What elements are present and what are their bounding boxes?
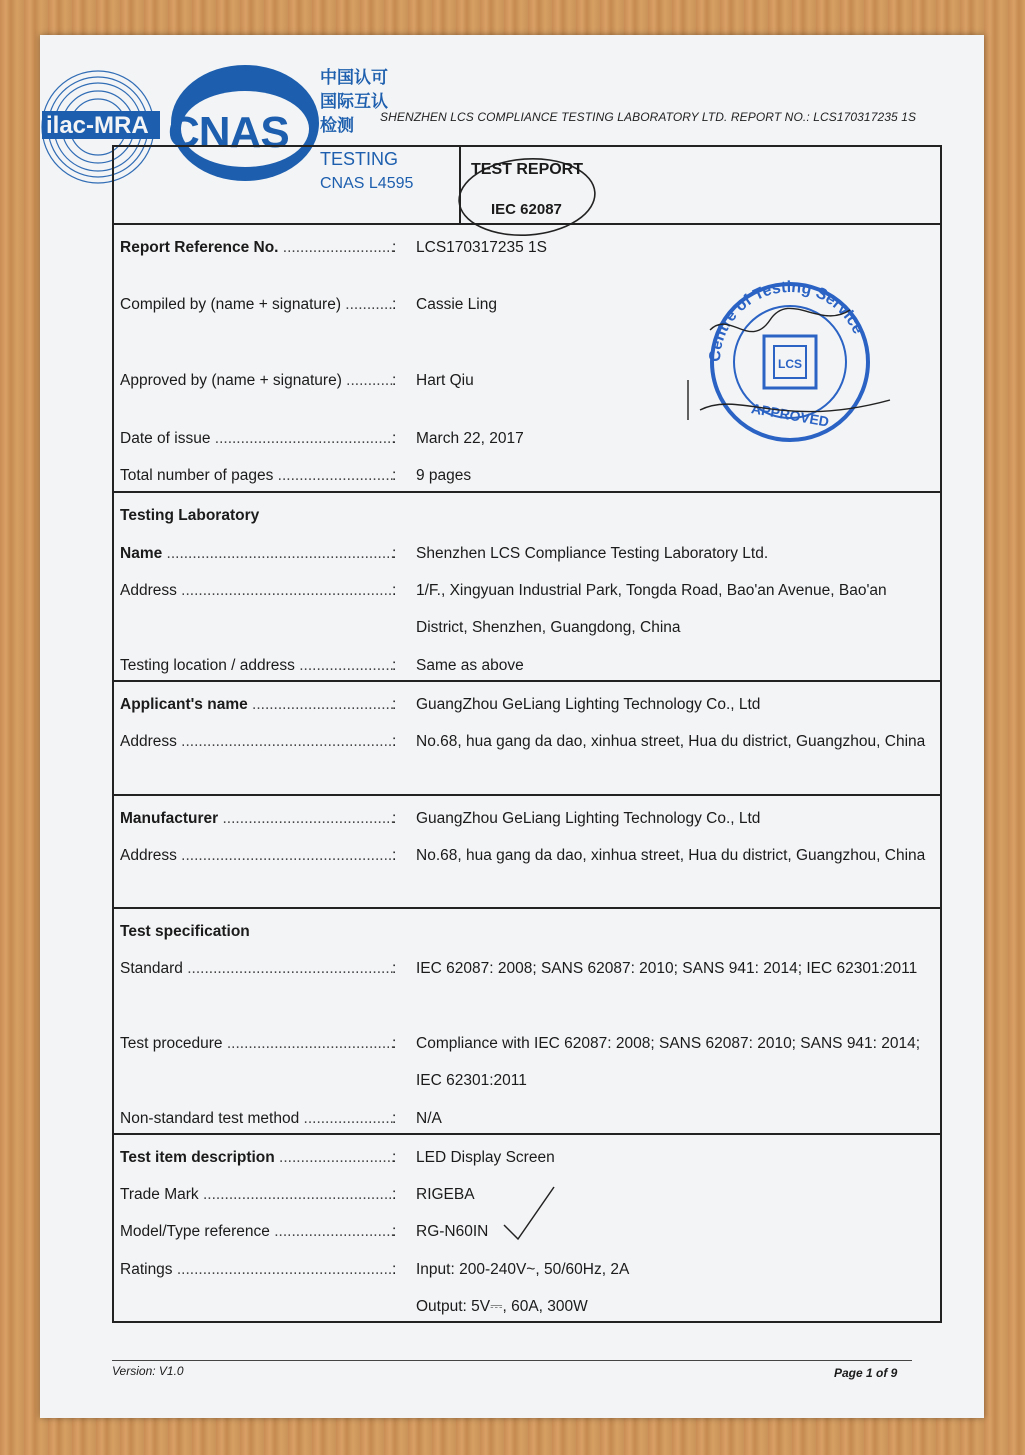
info-label: Approved by (name + signature) ..... — [120, 372, 395, 390]
item-value: LED Display Screen — [416, 1149, 555, 1166]
item-label: Test item description ..... — [120, 1149, 395, 1167]
spec-value: N/A — [416, 1110, 442, 1127]
lab-label: Name ..... — [120, 545, 395, 563]
footer-divider — [112, 1360, 912, 1361]
chinese-line-2: 国际互认 — [320, 92, 388, 112]
spec-label: Standard ..... — [120, 960, 395, 978]
info-label: Total number of pages ..... — [120, 467, 395, 485]
spec-value: IEC 62087: 2008; SANS 62087: 2010; SANS 941: 2014; IEC 62301:2011 — [416, 960, 918, 977]
testing-laboratory-section: Testing Laboratory Name ..... : Shenzhen LCS Compliance Testing Laboratory Ltd. Address ..... : 1/F., Xingyuan Industrial Park, Tongda Road, Bao'an Avenue, Bao'an District, Shenzhen, Guangdong, China Testing location / address ..... : Same as above — [114, 491, 940, 682]
info-value: Hart Qiu — [416, 372, 474, 389]
info-label: Date of issue ..... — [120, 430, 395, 448]
manufacturer-value: GuangZhou GeLiang Lighting Technology Co., Ltd — [416, 810, 761, 827]
spec-value: Compliance with IEC 62087: 2008; SANS 62087: 2010; SANS 941: 2014; IEC 62301:2011 — [416, 1035, 921, 1089]
page-number: Page 1 of 9 — [834, 1366, 898, 1380]
manufacturer-value: No.68, hua gang da dao, xinhua street, Hua du district, Guangzhou, China — [416, 847, 926, 864]
manufacturer-label: Manufacturer ..... — [120, 810, 395, 828]
applicant-label: Applicant's name ..... — [120, 696, 395, 714]
lab-value: 1/F., Xingyuan Industrial Park, Tongda Road, Bao'an Avenue, Bao'an District, Shenzhen, Guangdong, China — [416, 582, 887, 636]
manufacturer-label: Address ..... — [120, 847, 395, 865]
spec-label: Non-standard test method ..... — [120, 1110, 395, 1128]
lab-label: Address ..... — [120, 582, 395, 600]
report-page — [40, 35, 984, 1418]
approval-stamp — [680, 270, 900, 450]
lab-label: Testing location / address ..... — [120, 657, 395, 675]
section-heading: Test specification — [120, 923, 250, 940]
item-label: Trade Mark ..... — [120, 1186, 395, 1204]
applicant-label: Address ..... — [120, 733, 395, 751]
title-box — [459, 147, 940, 223]
info-value: Cassie Ling — [416, 296, 497, 313]
check-mark-icon — [500, 1185, 560, 1245]
cnas-text: CNAS — [168, 108, 289, 157]
manufacturer-section: Manufacturer ..... : GuangZhou GeLiang Lighting Technology Co., Ltd Address ..... : No.68, hua gang da dao, xinhua street, Hua du district, Guangzhou, China — [114, 794, 940, 909]
applicant-section: Applicant's name ..... : GuangZhou GeLiang Lighting Technology Co., Ltd Address ..... : No.68, hua gang da dao, xinhua street, Hua du district, Guangzhou, China — [114, 680, 940, 796]
info-value: 9 pages — [416, 467, 472, 484]
section-heading: Testing Laboratory — [120, 507, 260, 524]
version-label: Version: V1.0 — [112, 1364, 184, 1378]
report-info-section: Report Reference No. ..... : LCS170317235 1S Compiled by (name + signature) ..... : Cassie Ling Approved by (name + signature) ..... : Hart Qiu Date of issue ..... : March 22, 2017 Total number of pages ..... : 9 pages — [114, 223, 940, 493]
stamp-ring-text: Centre of Testing Service — [706, 278, 867, 363]
item-value: Output: 5V⎓, 60A, 300W — [416, 1298, 588, 1315]
lab-value: Same as above — [416, 657, 524, 674]
item-label: Ratings ..... — [120, 1261, 395, 1279]
report-standard: IEC 62087 — [491, 201, 562, 218]
applicant-value: GuangZhou GeLiang Lighting Technology Co., Ltd — [416, 696, 761, 713]
item-label: Model/Type reference ..... — [120, 1223, 395, 1241]
ilac-text: ilac-MRA — [46, 112, 149, 139]
item-value: Input: 200-240V~, 50/60Hz, 2A — [416, 1261, 630, 1278]
test-specification-section: Test specification Standard ..... : IEC 62087: 2008; SANS 62087: 2010; SANS 941: 2014; IEC 62301:2011 Test procedure ..... : Compliance with IEC 62087: 2008; SANS 62087: 2010; SANS 941: 2014; IEC 62301:2011 Non-standard test method ..... : N/A — [114, 907, 940, 1135]
spec-label: Test procedure ..... — [120, 1035, 395, 1053]
cnas-number: CNAS L4595 — [320, 175, 414, 192]
info-label: Compiled by (name + signature) ..... — [120, 296, 395, 314]
chinese-line-1: 中国认可 — [320, 68, 388, 88]
item-value: RIGEBA — [416, 1186, 475, 1203]
chinese-line-3: 检测 — [320, 116, 354, 136]
applicant-value: No.68, hua gang da dao, xinhua street, Hua du district, Guangzhou, China — [416, 733, 926, 750]
info-value: March 22, 2017 — [416, 430, 524, 447]
info-value: LCS170317235 1S — [416, 239, 548, 256]
item-value: RG-N60IN — [416, 1223, 489, 1240]
testing-text: TESTING — [320, 149, 399, 169]
svg-text:Centre of Testing Service — [707, 279, 867, 363]
info-label: Report Reference No. ..... — [120, 239, 395, 257]
lab-value: Shenzhen LCS Compliance Testing Laboratory Ltd. — [416, 545, 769, 562]
stamp-center-text: LCS — [778, 357, 802, 371]
stamp-approved-text: APPROVED — [750, 400, 831, 430]
test-item-section: Test item description ..... : LED Display Screen Trade Mark ..... : RIGEBA Model/Type reference ..... : RG-N60IN Ratings ..... : Input: 200-240V~, 50/60Hz, 2A Output: 5V⎓, 60A, 300W — [114, 1133, 940, 1321]
lab-report-header: SHENZHEN LCS COMPLIANCE TESTING LABORATORY LTD. REPORT NO.: LCS170317235 1S — [380, 110, 917, 124]
report-title: TEST REPORT — [471, 161, 584, 178]
